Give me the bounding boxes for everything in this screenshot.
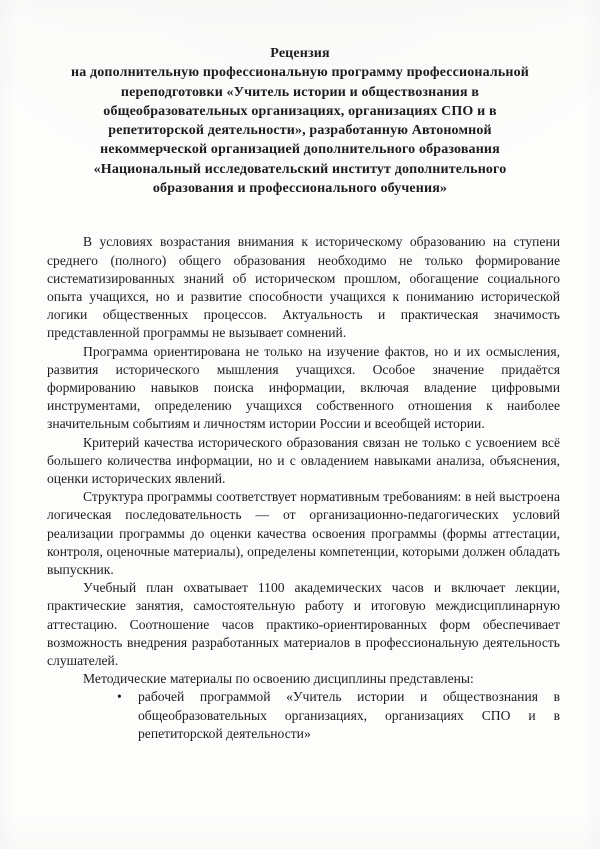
list-item [117,688,560,743]
title-line: Рецензия [270,46,330,61]
title-line: на дополнительную профессиональную программу профессиональной [71,65,529,81]
paragraph-quality-criterion: Критерий качества исторического образования связан не только с усвоением всё большего количества информации, но и с овладением навыками анализа, объяснения, оценки исторических явлений. [47,434,560,487]
title-line: некоммерческой организацией дополнительного образования [100,142,500,158]
bullet-icon: • [117,689,122,705]
paragraph-methodical-materials: Методические материалы по освоению дисциплины представлены: [83,671,474,687]
title-line: репетиторской деятельности», разработанную Автономной [108,123,492,139]
title-line: переподготовки «Учитель истории и обществознания в [120,84,480,100]
paragraph-curriculum: Учебный план охватывает 1100 академических часов и включает лекции, практические занятия, самостоятельную работу и итоговую междисциплинарную аттестацию. Соотношение часов практико-ориентированных форм обеспечивает возможность внедрения разработанных материалов в профессиональную деятельность слушателей. [47,580,560,669]
title-line: образования и профессионального обучения» [152,181,448,197]
paragraph-program-structure: Структура программы соответствует нормативным требованиям: в ней выстроена логическая последовательность — от организационно-педагогических условий реализации программы до оценки качества освоения программы (формы аттестации, контроля, оценочные материалы), определены компетенции, которыми должен обладать выпускник. [47,489,560,578]
document-body [0,198,600,743]
title-line: общеобразовательных организациях, организациях СПО и в [103,103,497,119]
paragraph-program-orientation: Программа ориентирована не только на изучение фактов, но и их осмысления, развития исторического мышления учащихся. Особое значение придаётся формированию навыков поиска информации, включая владение цифровыми инструментами, определению учащихся собственного отношения к наиболее значительным событиям и личностям истории России и всеобщей истории. [47,343,560,432]
list-item-text: рабочей программой «Учитель истории и обществознания в общеобразовательных организациях, организациях СПО и в репетиторской деятельности» [138,689,560,741]
paragraph-intro: В условиях возрастания внимания к историческому образованию на ступени среднего (полного) общего образования необходимо не только формирование систематизированных знаний об историческом прошлом, обогащение социального опыта учащихся, но и развитие способности учащихся к пониманию исторической логики общественных процессов. Актуальность и практическая значимость представленной программы не вызывает сомнений. [47,234,560,341]
title-line: «Национальный исследовательский институт дополнительного [93,161,507,177]
document-title [0,0,600,198]
